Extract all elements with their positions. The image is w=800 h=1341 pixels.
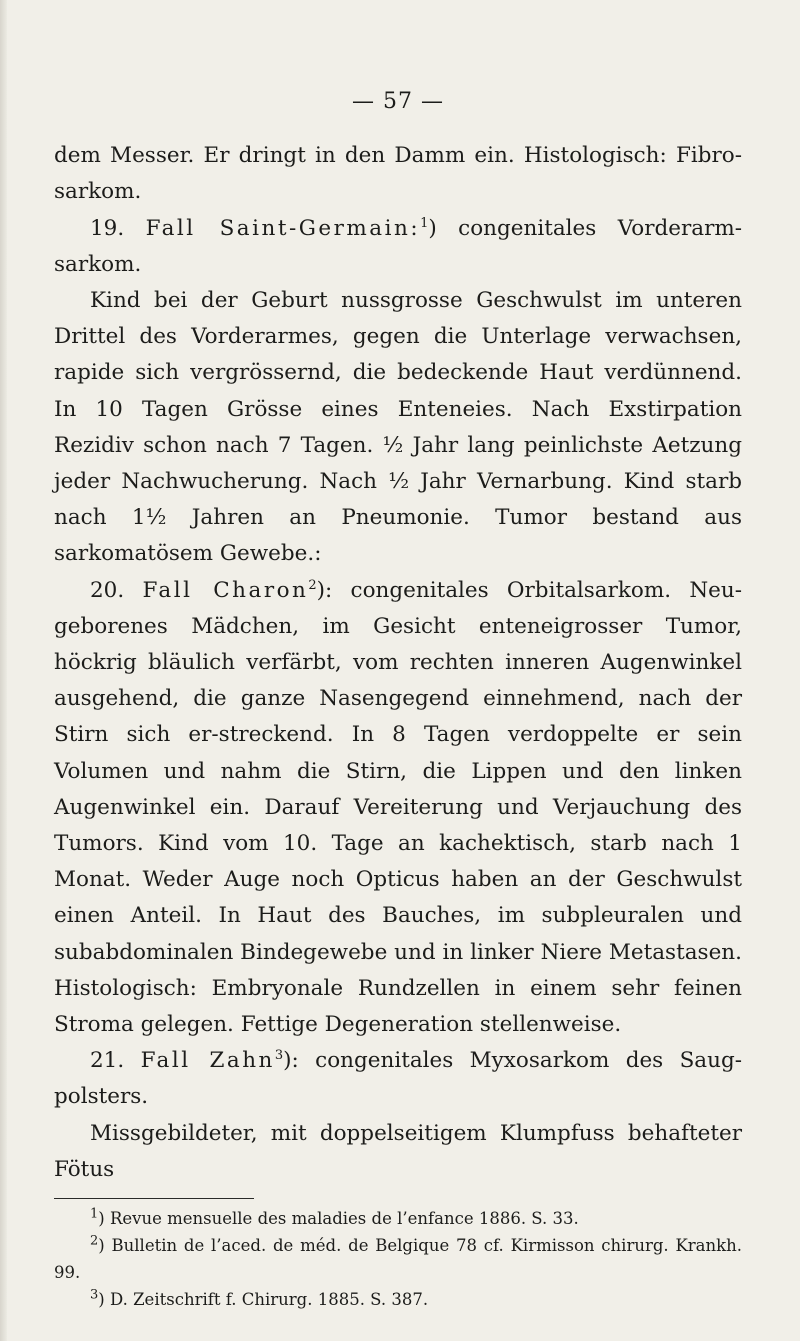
case-19-title: ) congenitales Vorderarm-sarkom.: [54, 215, 742, 277]
case-21-label: Fall Zahn: [140, 1048, 275, 1074]
footnote-ref-3: 3: [274, 1048, 284, 1064]
footnote-1: [54, 1205, 742, 1232]
case-20-number: 20.: [90, 577, 125, 603]
footnote-ref-2: 2: [308, 577, 317, 593]
footnote-3: [54, 1286, 742, 1313]
case-21-heading: [54, 1043, 742, 1115]
paragraph-continuation: dem Messer. Er dringt in den Damm ein. Histologisch: Fibro-sarkom.: [54, 143, 742, 205]
case-21-description: Missgebildeter, mit doppelseitigem Klumpfuss behafteter Fötus: [54, 1120, 742, 1182]
footnote-2: [54, 1232, 742, 1286]
footnote-ref-1: 1: [420, 215, 429, 231]
case-21-title: ): congenitales Myxosarkom des Saug-polsters.: [54, 1048, 742, 1110]
page-number: — 57 —: [352, 89, 444, 114]
footnote-1-text: ) Revue mensuelle des maladies de l’enfance 1886. S. 33.: [98, 1209, 579, 1229]
case-20-text: ): congenitales Orbitalsarkom. Neu-geborenes Mädchen, im Gesicht enteneigrosser Tumor, höckrig bläulich verfärbt, vom rechten inneren Augenwinkel ausgehend, die ganze Nasengegend einnehmend, nach der Stirn sich er-streckend. In 8 Tagen verdoppelte er sein Volumen und nahm die Stirn, die Lippen und den linken Augenwinkel ein. Darauf Vereiterung und Verjauchung des Tumors. Kind vom 10. Tage an kachektisch, starb nach 1 Monat. Weder Auge noch Opticus haben an der Geschwulst einen Anteil. In Haut des Bauches, im subpleuralen und subabdominalen Bindegewebe und in linker Niere Metastasen. Histologisch: Embryonale Rundzellen in einem sehr feinen Stroma gelegen. Fettige Degeneration stellenweise.: [54, 577, 742, 1038]
footnote-mark-1: 1: [90, 1206, 99, 1222]
footnote-rule: [54, 1198, 254, 1199]
book-page: [54, 84, 742, 1313]
case-20-paragraph: [54, 573, 742, 1044]
case-19-heading: [54, 211, 742, 283]
case-20-label: Fall Charon: [142, 577, 309, 603]
case-19-number: 19.: [90, 215, 125, 241]
footnote-2-text: ) Bulletin de l’aced. de méd. de Belgique 78 cf. Kirmisson chirurg. Krankh. 99.: [54, 1236, 742, 1283]
footnote-mark-3: 3: [90, 1287, 99, 1303]
page-edge: [0, 0, 7, 1341]
footnote-mark-2: 2: [90, 1233, 99, 1249]
case-19-label: Fall Saint-Germain:: [145, 215, 421, 241]
case-19-description: Kind bei der Geburt nussgrosse Geschwulst im unteren Drittel des Vorderarmes, gegen die Unterlage verwachsen, rapide sich vergrössernd, die bedeckende Haut verdünnend. In 10 Tagen Grösse eines Enteneies. Nach Exstirpation Rezidiv schon nach 7 Tagen. ½ Jahr lang peinlichste Aetzung jeder Nachwucherung. Nach ½ Jahr Vernarbung. Kind starb nach 1½ Jahren an Pneumonie. Tumor bestand aus sarkomatösem Gewebe.:: [54, 288, 742, 567]
footnote-3-text: ) D. Zeitschrift f. Chirurg. 1885. S. 387.: [98, 1290, 429, 1310]
case-21-number: 21.: [90, 1048, 125, 1074]
footnotes: [54, 1205, 742, 1313]
